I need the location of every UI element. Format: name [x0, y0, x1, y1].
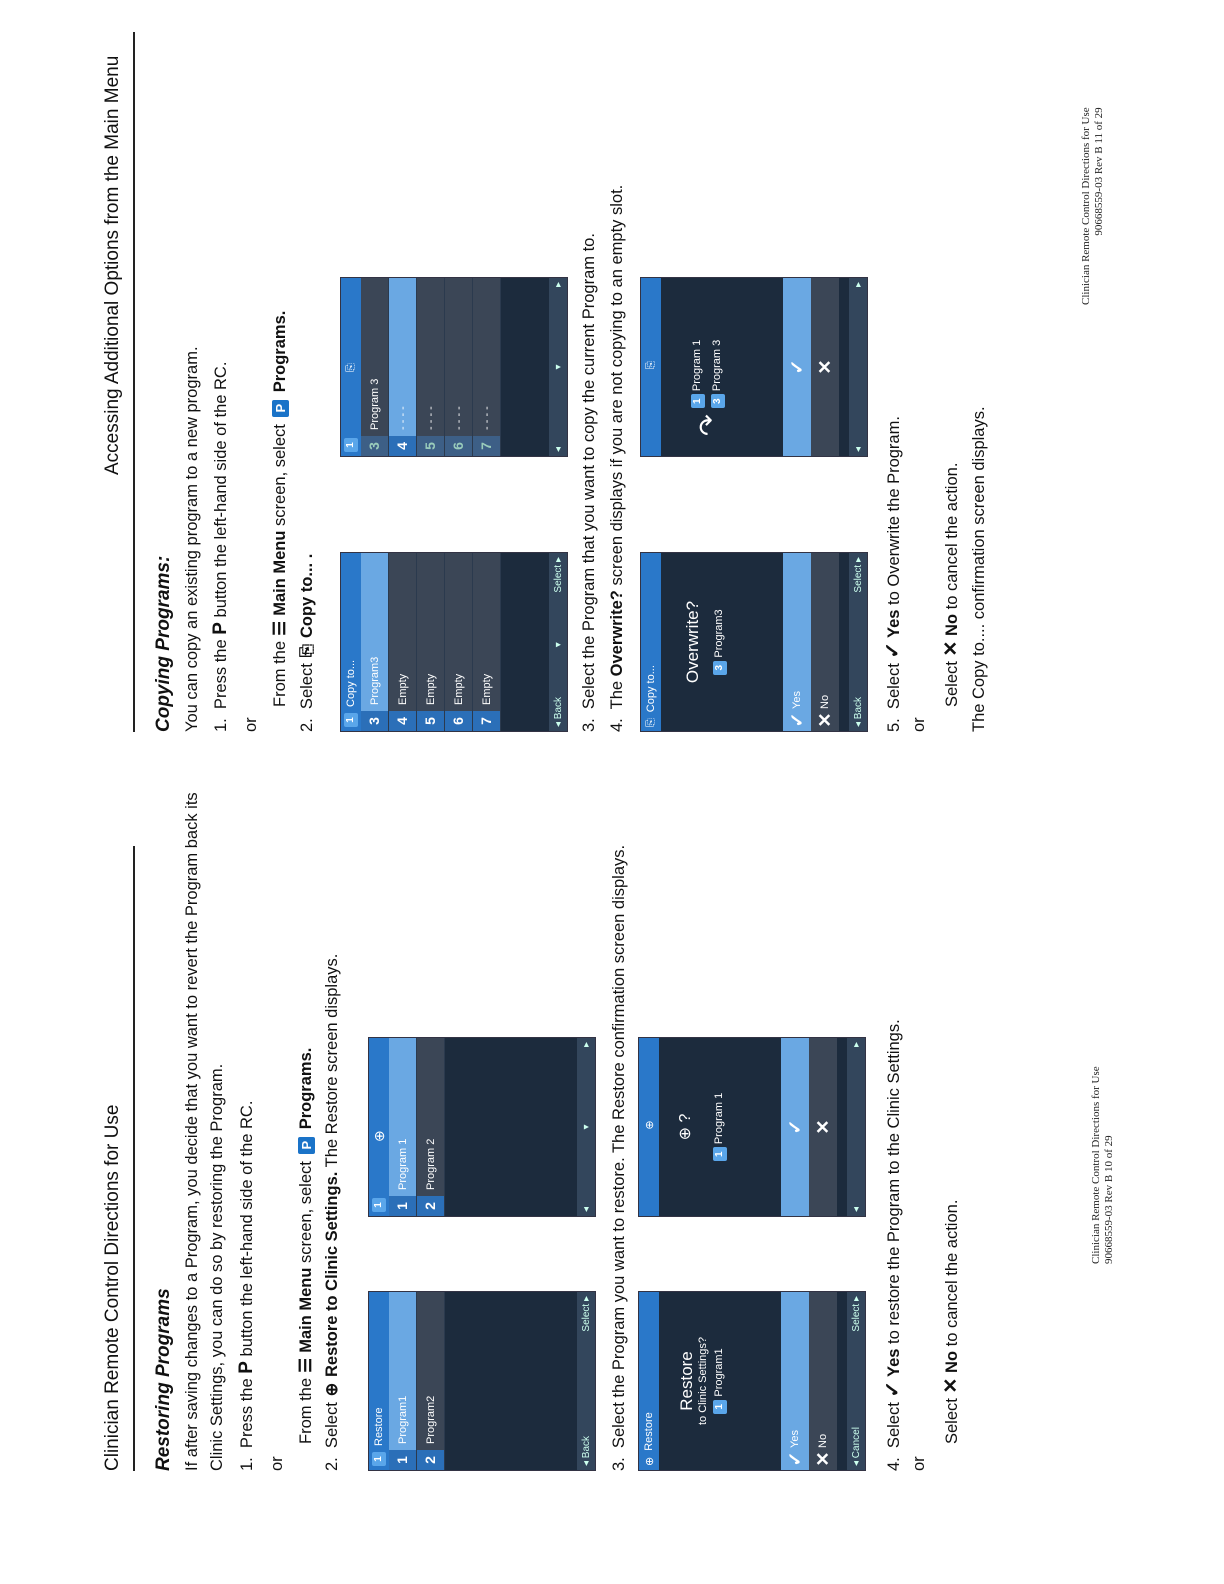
row-number: 3 — [361, 711, 388, 731]
program-name: Program 1 — [713, 1092, 725, 1145]
screen-title-bar — [369, 1038, 389, 1216]
text: The — [608, 680, 626, 710]
copy-icon: ⎘ — [298, 644, 316, 658]
select-softkey[interactable]: Select ▸ — [850, 1296, 862, 1332]
screen-title-bar — [641, 278, 661, 456]
list-item[interactable] — [473, 553, 501, 731]
text: The Restore screen displays. — [323, 953, 341, 1168]
main-menu-label: Main Menu — [297, 1267, 315, 1353]
step-number: 1. — [212, 718, 230, 732]
screen-title: Copy to... — [645, 665, 657, 713]
step-number: 2. — [298, 718, 316, 732]
restore-list-screen-alt — [368, 1037, 596, 1217]
page-header: Clinician Remote Control Directions for Use — [102, 1104, 123, 1471]
program-number: 3 — [713, 661, 727, 675]
footer-line-2: 90668559-03 Rev B 11 of 29 — [1093, 107, 1105, 236]
from-main-menu-line — [270, 311, 290, 707]
program-badge: 1 — [372, 1198, 386, 1212]
softkey-bar — [549, 278, 567, 456]
footer-line-1: Clinician Remote Control Directions for Use — [1080, 107, 1092, 305]
row-label: Program 1 — [396, 1138, 409, 1190]
row-number: 5 — [417, 711, 444, 731]
screen-title-bar — [341, 553, 361, 731]
copy-icon: ⎘ — [344, 363, 357, 372]
restore-confirm-screen-alt — [638, 1037, 866, 1217]
softkey-bar — [847, 1292, 865, 1470]
row-label: Program2 — [424, 1395, 437, 1444]
back-softkey[interactable]: ◂ Back — [852, 696, 864, 727]
list-item[interactable] — [417, 278, 445, 456]
yes-option[interactable] — [783, 278, 811, 456]
program-badge: 1 — [344, 713, 358, 727]
row-number: 6 — [445, 436, 472, 456]
restore-icon: ⊕ — [323, 1382, 341, 1397]
step-1 — [210, 362, 232, 732]
x-icon: ✕ — [812, 1119, 833, 1135]
or-label: or — [910, 717, 928, 732]
screen-title: Copy to... — [345, 659, 357, 707]
confirm-program — [713, 553, 727, 731]
confirm-heading: Overwrite? — [683, 600, 702, 684]
text: Select — [885, 1402, 903, 1449]
list-item[interactable] — [389, 553, 417, 731]
row-label: - - - - — [480, 406, 493, 430]
yes-option[interactable] — [781, 1038, 809, 1216]
restore-icon: ⊕ — [643, 1120, 656, 1130]
question-mark: ? — [677, 1113, 694, 1123]
text: to restore the Program to the Clinic Settings. — [885, 1019, 903, 1344]
confirm-subheading: to Clinic Settings? — [697, 1336, 709, 1426]
no-option[interactable] — [811, 553, 839, 731]
select-softkey[interactable]: Select ▸ — [552, 557, 564, 593]
header-rule — [133, 846, 135, 1471]
left-arrow-icon[interactable]: ◂ — [552, 446, 564, 452]
step-number: 4. — [885, 1457, 903, 1471]
restore-list-screen — [368, 1291, 596, 1471]
cancel-softkey[interactable]: ◂ Cancel — [850, 1427, 862, 1466]
list-item[interactable] — [417, 1038, 445, 1216]
screen-title-bar — [639, 1292, 659, 1470]
step-number: 2. — [323, 1457, 341, 1471]
softkey-bar — [577, 1292, 595, 1470]
row-label: Program 2 — [424, 1138, 437, 1190]
text: From the — [271, 640, 289, 707]
copy-icon: ⎘ — [644, 718, 657, 727]
no-option[interactable] — [809, 1292, 837, 1470]
screen-title: Restore — [643, 1412, 655, 1451]
from-main-menu-line — [296, 1048, 316, 1444]
yes-label: Yes — [885, 609, 903, 639]
step-4 — [608, 185, 627, 732]
program-name: Program3 — [713, 609, 725, 658]
section-title: Copying Programs: — [153, 555, 174, 732]
program-badge: 1 — [344, 438, 358, 452]
overwrite-label: Overwrite? — [608, 590, 626, 677]
row-number: 2 — [417, 1450, 444, 1470]
copy-list-screen-alt — [340, 277, 568, 457]
yes-label: Yes — [789, 1430, 801, 1448]
p-badge-icon: P — [298, 1137, 315, 1154]
step-text: Select the Program that you want to copy the current Program to. — [580, 233, 598, 710]
text: screen displays if you are not copying to an empty slot. — [608, 184, 626, 586]
row-label: Empty — [480, 673, 493, 705]
footer-line-1: Clinician Remote Control Directions for Use — [1090, 1066, 1102, 1264]
yes-label: Yes — [885, 1348, 903, 1378]
header-rule — [133, 32, 135, 732]
section-title: Restoring Programs — [153, 1288, 174, 1471]
text: screen, select — [297, 1161, 315, 1263]
text: Select — [943, 661, 961, 707]
restore-icon: ⊕ — [370, 1130, 387, 1142]
confirm-program — [713, 1292, 727, 1470]
step-text: Press the — [238, 1378, 256, 1449]
no-option[interactable] — [809, 1038, 837, 1216]
intro-line-2: Clinic Settings, you can do so by restoring the Program. — [208, 1063, 226, 1471]
overwrite-screen-alt — [640, 277, 868, 457]
confirm-program — [713, 1038, 727, 1216]
screen-title-bar — [641, 553, 661, 731]
step-number: 3. — [610, 1457, 628, 1471]
check-icon: ✓ — [784, 1119, 805, 1135]
list-item[interactable] — [473, 278, 501, 456]
p-badge-icon: P — [272, 400, 289, 417]
step-number: 1. — [238, 1457, 256, 1471]
text: to cancel the action. — [943, 462, 961, 610]
select-softkey[interactable]: Select ▸ — [580, 1296, 592, 1332]
row-number: 4 — [389, 436, 416, 456]
back-softkey[interactable]: ◂ Back — [580, 1435, 592, 1466]
x-icon: ✕ — [812, 1451, 833, 1467]
step-number: 4. — [608, 718, 626, 732]
overwrite-screen — [640, 552, 868, 732]
softkey-bar — [849, 553, 867, 731]
text: From the — [297, 1377, 315, 1444]
right-arrow-icon[interactable]: ▸ — [552, 282, 564, 288]
softkey-bar — [577, 1038, 595, 1216]
restore-confirm-screen — [638, 1291, 866, 1471]
step-2 — [322, 954, 342, 1471]
step-number: 3. — [580, 718, 598, 732]
list-item[interactable] — [389, 1292, 417, 1470]
x-icon: ✕ — [941, 1377, 962, 1394]
softkey-bar — [847, 1038, 865, 1216]
check-icon: ✓ — [882, 641, 904, 659]
softkey-bar — [549, 553, 567, 731]
row-label: Empty — [452, 673, 465, 705]
step-4 — [880, 1019, 905, 1471]
row-label: - - - - — [396, 406, 409, 430]
copy-programs — [691, 340, 725, 408]
text: Select — [943, 1398, 961, 1444]
row-label: Program 3 — [368, 378, 381, 430]
main-menu-label: Main Menu — [271, 530, 289, 616]
menu-icon: ☰ — [271, 620, 289, 636]
left-arrow-icon[interactable]: ◂ — [580, 1206, 592, 1212]
text: Select — [298, 663, 316, 710]
no-label: No — [943, 613, 961, 636]
no-option[interactable] — [811, 278, 839, 456]
step-5 — [880, 416, 905, 732]
p-button-glyph: P — [210, 622, 231, 635]
screen-title-bar — [639, 1038, 659, 1216]
page-header: Accessing Additional Options from the Main Menu — [102, 55, 123, 475]
down-arrow-icon[interactable]: ▾ — [552, 642, 564, 648]
row-number: 4 — [389, 711, 416, 731]
intro-line-1: If after saving changes to a Program, you decide that you want to revert the Program back its — [183, 792, 201, 1471]
restore-label: Restore to Clinic Settings. — [323, 1171, 341, 1378]
program-name: Program 1 — [691, 339, 703, 392]
down-arrow-icon[interactable]: ▾ — [580, 1124, 592, 1130]
program-name: Program 3 — [711, 339, 723, 392]
row-number: 2 — [417, 1196, 444, 1216]
or-label: or — [268, 1456, 286, 1471]
copy-from — [691, 340, 705, 408]
list-item[interactable] — [445, 553, 473, 731]
check-icon: ✓ — [784, 1451, 805, 1467]
text: Press the — [212, 639, 230, 710]
list-item[interactable] — [361, 553, 389, 731]
or-label: or — [910, 1456, 928, 1471]
row-number: 6 — [445, 711, 472, 731]
no-label: No — [943, 1350, 961, 1373]
restore-icon: ⊕ — [643, 1456, 656, 1466]
intro: You can copy an existing program to a new program. — [183, 346, 201, 732]
left-page — [0, 792, 1224, 1584]
x-icon: ✕ — [814, 359, 835, 375]
screen-title-bar — [341, 278, 361, 456]
text: to Overwrite the Program. — [885, 416, 903, 605]
row-label: Program1 — [396, 1395, 409, 1444]
menu-icon: ☰ — [297, 1357, 315, 1373]
confirm-heading: Restore — [677, 1351, 696, 1411]
screen-title-bar — [369, 1292, 389, 1470]
programs-label: Programs. — [297, 1047, 315, 1130]
programs-label: Programs. — [271, 310, 289, 393]
row-number: 1 — [389, 1196, 416, 1216]
program-number: 1 — [713, 1400, 727, 1414]
confirm-question — [675, 1038, 695, 1216]
list-item[interactable] — [417, 553, 445, 731]
copy-list-screen — [340, 552, 568, 732]
step-text: Select the Program you want to restore. The Restore confirmation screen displays. — [610, 844, 628, 1449]
row-number: 3 — [361, 436, 388, 456]
program-name: Program1 — [713, 1348, 725, 1397]
row-label: Empty — [424, 673, 437, 705]
page-footer — [1090, 1066, 1116, 1264]
or-label: or — [242, 717, 260, 732]
program-number: 1 — [713, 1147, 727, 1161]
row-label: - - - - — [452, 406, 465, 430]
text: to cancel the action. — [943, 1199, 961, 1347]
x-icon: ✕ — [814, 712, 835, 728]
no-label: No — [817, 1433, 829, 1448]
x-icon: ✕ — [941, 640, 962, 657]
restore-icon: ⊕ — [677, 1126, 694, 1141]
left-arrow-icon[interactable]: ◂ — [852, 446, 864, 452]
row-number: 1 — [389, 1450, 416, 1470]
row-label: Empty — [396, 673, 409, 705]
step-2 — [298, 554, 317, 732]
page-footer — [1080, 107, 1106, 305]
step-number: 5. — [885, 718, 903, 732]
select-softkey[interactable]: Select ▸ — [852, 557, 864, 593]
footer-line-2: 90668559-03 Rev B 10 of 29 — [1103, 1135, 1115, 1264]
copy-diagram — [691, 278, 725, 456]
no-label: No — [819, 694, 831, 709]
no-instruction — [940, 1200, 963, 1444]
row-number: 7 — [473, 436, 500, 456]
final-note: The Copy to.... confirmation screen displays. — [970, 406, 988, 732]
yes-option[interactable] — [781, 1292, 809, 1470]
list-item[interactable] — [389, 278, 417, 456]
step-3 — [580, 233, 599, 732]
row-label: - - - - — [424, 406, 437, 430]
row-number: 7 — [473, 711, 500, 731]
back-softkey[interactable]: ◂ Back — [552, 696, 564, 727]
text: screen, select — [271, 424, 289, 526]
row-label: Program3 — [368, 656, 381, 705]
text: Select — [885, 663, 903, 710]
list-item[interactable] — [417, 1292, 445, 1470]
list-item[interactable] — [389, 1038, 417, 1216]
down-arrow-icon[interactable]: ▾ — [552, 364, 564, 370]
program-badge: 1 — [372, 1452, 386, 1466]
right-arrow-icon[interactable]: ▸ — [852, 282, 864, 288]
check-icon: ✓ — [786, 359, 807, 375]
screen-title: Restore — [373, 1407, 385, 1446]
p-button-glyph: P — [236, 1361, 257, 1374]
text: Select — [323, 1402, 341, 1449]
copy-to-label: Copy to... . — [298, 553, 316, 639]
no-instruction — [940, 463, 963, 707]
step-3 — [610, 845, 629, 1471]
yes-option[interactable] — [783, 553, 811, 731]
program-number: 1 — [691, 394, 705, 408]
copy-to — [711, 340, 725, 408]
right-arrow-icon[interactable]: ▸ — [580, 1042, 592, 1048]
softkey-bar — [849, 278, 867, 456]
step-1 — [236, 1101, 258, 1471]
copy-icon: ⎘ — [644, 360, 657, 370]
check-icon: ✓ — [786, 712, 807, 728]
list-item[interactable] — [361, 278, 389, 456]
left-arrow-icon[interactable]: ◂ — [850, 1206, 862, 1212]
right-arrow-icon[interactable]: ▸ — [850, 1042, 862, 1048]
step-text: button the left-hand side of the RC. — [238, 1100, 256, 1357]
text: button the left-hand side of the RC. — [212, 361, 230, 618]
yes-label: Yes — [791, 691, 803, 709]
row-number: 5 — [417, 436, 444, 456]
list-item[interactable] — [445, 278, 473, 456]
curved-arrow-icon: ↷ — [692, 414, 723, 436]
check-icon: ✓ — [882, 1380, 904, 1398]
program-number: 3 — [711, 394, 725, 408]
